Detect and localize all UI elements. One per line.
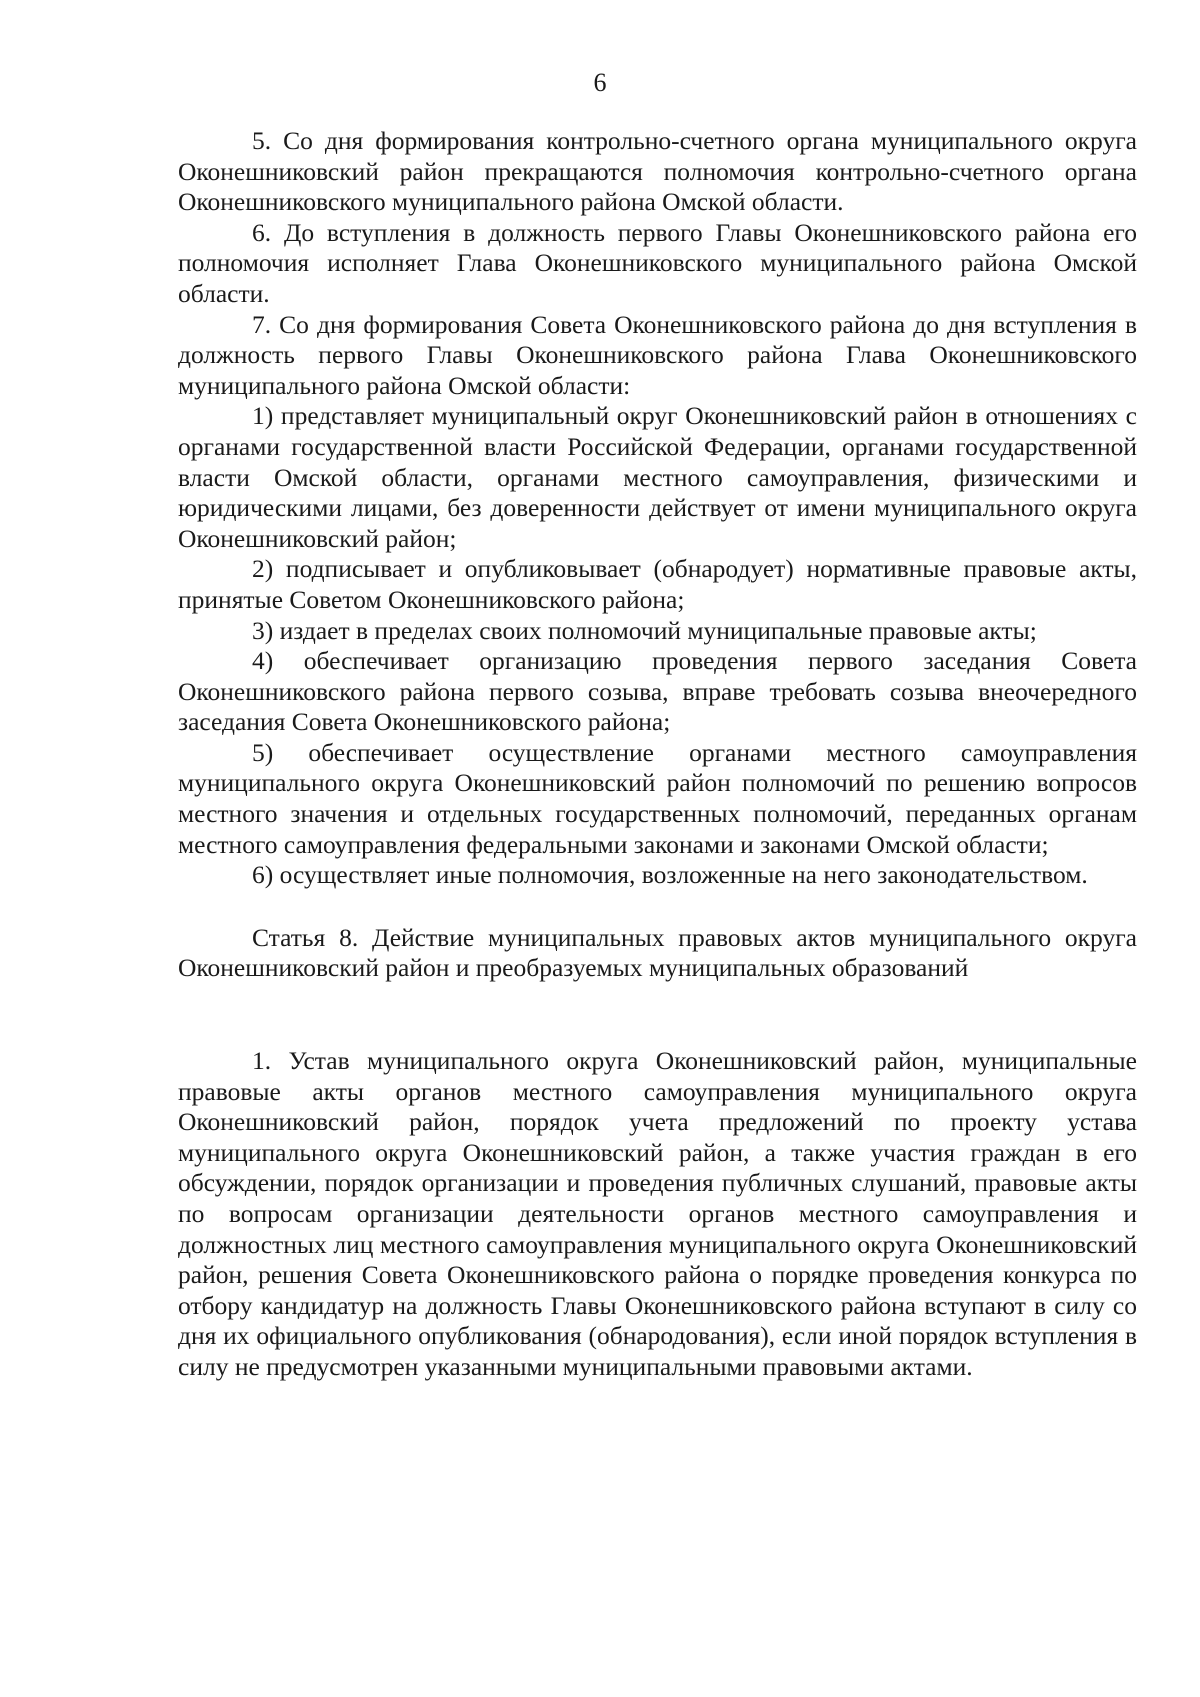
subitem-2: 2) подписывает и опубликовывает (обнародует) нормативные правовые акты, принятые Советом Оконешниковского района; <box>178 554 1137 614</box>
paragraph-item-5: 5. Со дня формирования контрольно-счетного органа муниципального округа Оконешниковский район прекращаются полномочия контрольно-счетного органа Оконешниковского муниципального района Омской области. <box>178 126 1137 217</box>
page-number: 6 <box>593 68 607 97</box>
subitem-5: 5) обеспечивает осуществление органами местного самоуправления муниципального округа Оконешниковский район полномочий по решению вопросов местного значения и отдельных государственных полномочий, переданных органам местного самоуправления федеральными законами и законами Омской области; <box>178 737 1137 859</box>
article-paragraph-1: 1. Устав муниципального округа Оконешниковский район, муниципальные правовые акты органов местного самоуправления муниципального округа Оконешниковский район, порядок учета предложений по проекту устава муниципального округа Оконешниковский район, а также участия граждан в его обсуждении, порядок организации и проведения публичных слушаний, правовые акты по вопросам организации деятельности органов местного самоуправления и должностных лиц местного самоуправления муниципального округа Оконешниковский район, решения Совета Оконешниковского района о порядке проведения конкурса по отбору кандидатур на должность Главы Оконешниковского района вступают в силу со дня их официального опубликования (обнародования), если иной порядок вступления в силу не предусмотрен указанными муниципальными правовыми актами. <box>178 1046 1137 1381</box>
subitem-1: 1) представляет муниципальный округ Оконешниковский район в отношениях с органами государственной власти Российской Федерации, органами государственной власти Омской области, органами местного самоуправления, физическими и юридическими лицами, без доверенности действует от имени муниципального округа Оконешниковский район; <box>178 401 1137 553</box>
paragraph-item-7: 7. Со дня формирования Совета Оконешниковского района до дня вступления в должность первого Главы Оконешниковского района Глава Оконешниковского муниципального района Омской области: <box>178 309 1137 400</box>
paragraph-item-6: 6. До вступления в должность первого Главы Оконешниковского района его полномочия исполняет Глава Оконешниковского муниципального района Омской области. <box>178 217 1137 308</box>
subitem-4: 4) обеспечивает организацию проведения первого заседания Совета Оконешниковского района первого созыва, вправе требовать созыва внеочередного заседания Совета Оконешниковского района; <box>178 646 1137 737</box>
document-body <box>178 126 1137 1383</box>
subitem-6: 6) осуществляет иные полномочия, возложенные на него законодательством. <box>252 860 1088 890</box>
subitem-3: 3) издает в пределах своих полномочий муниципальные правовые акты; <box>252 615 1037 645</box>
article-title: Статья 8. Действие муниципальных правовых актов муниципального округа Оконешниковский район и преобразуемых муниципальных образований <box>178 922 1137 983</box>
